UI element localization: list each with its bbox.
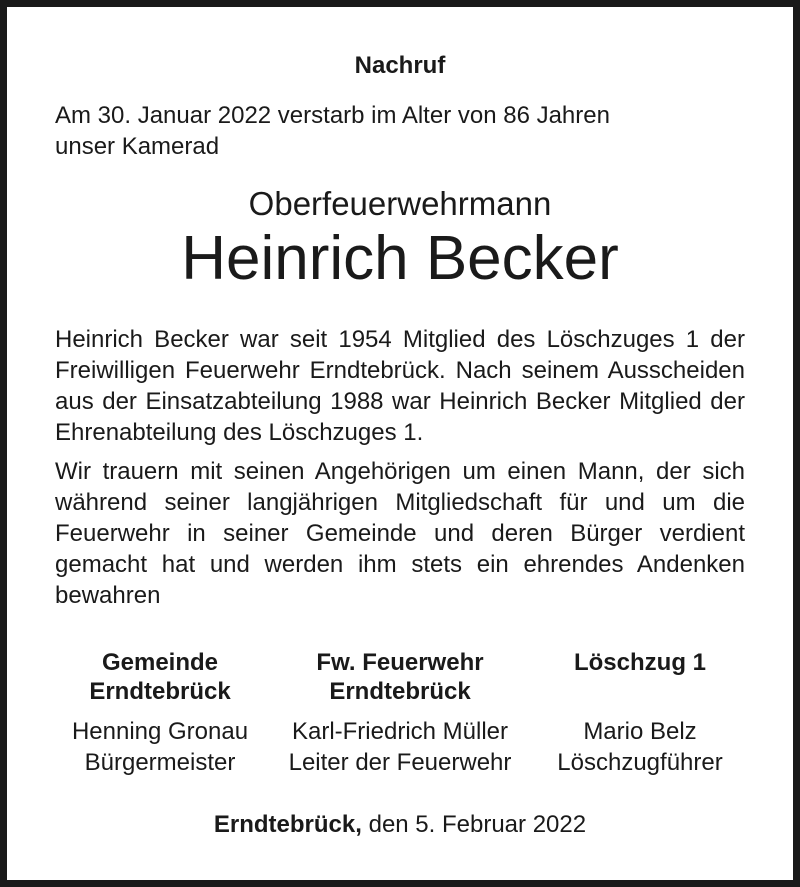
footer-place: Erndtebrück, — [213, 811, 362, 838]
signatory-fire-brigade-unit — [520, 648, 760, 778]
person-name: Karl-Friedrich Müller — [291, 718, 509, 745]
biography-paragraph: Heinrich Becker war seit 1954 Mitglied des Löschzuges 1 der Freiwilligen Feuerwehr Erndtebrück. Nach seinem Ausscheiden aus der Einsatzabteilung 1988 war Heinrich Becker Mitglied der Ehrenabteilung des Löschzuges 1. — [55, 326, 745, 446]
notice-heading: Nachruf — [354, 52, 446, 79]
person-role: Leiter der Feuerwehr — [288, 749, 512, 776]
signatory-person — [40, 716, 280, 778]
org-line-1: Fw. Feuerwehr — [316, 649, 484, 676]
signatory-person — [280, 716, 520, 778]
person-name: Mario Belz — [583, 718, 697, 745]
signatory-fire-department — [280, 648, 520, 778]
deceased-name: Heinrich Becker — [181, 224, 619, 293]
condolence-paragraph: Wir trauern mit seinen Angehörigen um einen Mann, der sich während seiner langjährigen Mitgliedschaft für und um die Feuerwehr in seiner Gemeinde und deren Bürger verdient gemacht hat und werden ihm stets ein ehrendes Andenken bewahren — [55, 458, 745, 609]
intro-line-2: unser Kamerad — [55, 133, 220, 160]
intro-text — [55, 100, 745, 162]
deceased-rank: Oberfeuerwehrmann — [248, 185, 552, 222]
org-line-1: Gemeinde — [101, 649, 219, 676]
signatory-person — [520, 716, 760, 778]
org-line-2: Erndtebrück — [89, 678, 231, 705]
person-name: Henning Gronau — [71, 718, 249, 745]
person-role: Löschzugführer — [557, 749, 723, 776]
signatories — [40, 648, 760, 778]
intro-line-1: Am 30. Januar 2022 verstarb im Alter von 86 Jahren — [55, 102, 610, 129]
org-line-1: Löschzug 1 — [573, 649, 706, 676]
footer-date: den 5. Februar 2022 — [368, 811, 587, 838]
signatory-organization — [520, 648, 760, 706]
signatory-municipality — [40, 648, 280, 778]
place-date-line — [0, 811, 800, 839]
signatory-organization — [280, 648, 520, 706]
person-role: Bürgermeister — [84, 749, 236, 776]
signatory-organization — [40, 648, 280, 706]
org-line-2: Erndtebrück — [329, 678, 471, 705]
